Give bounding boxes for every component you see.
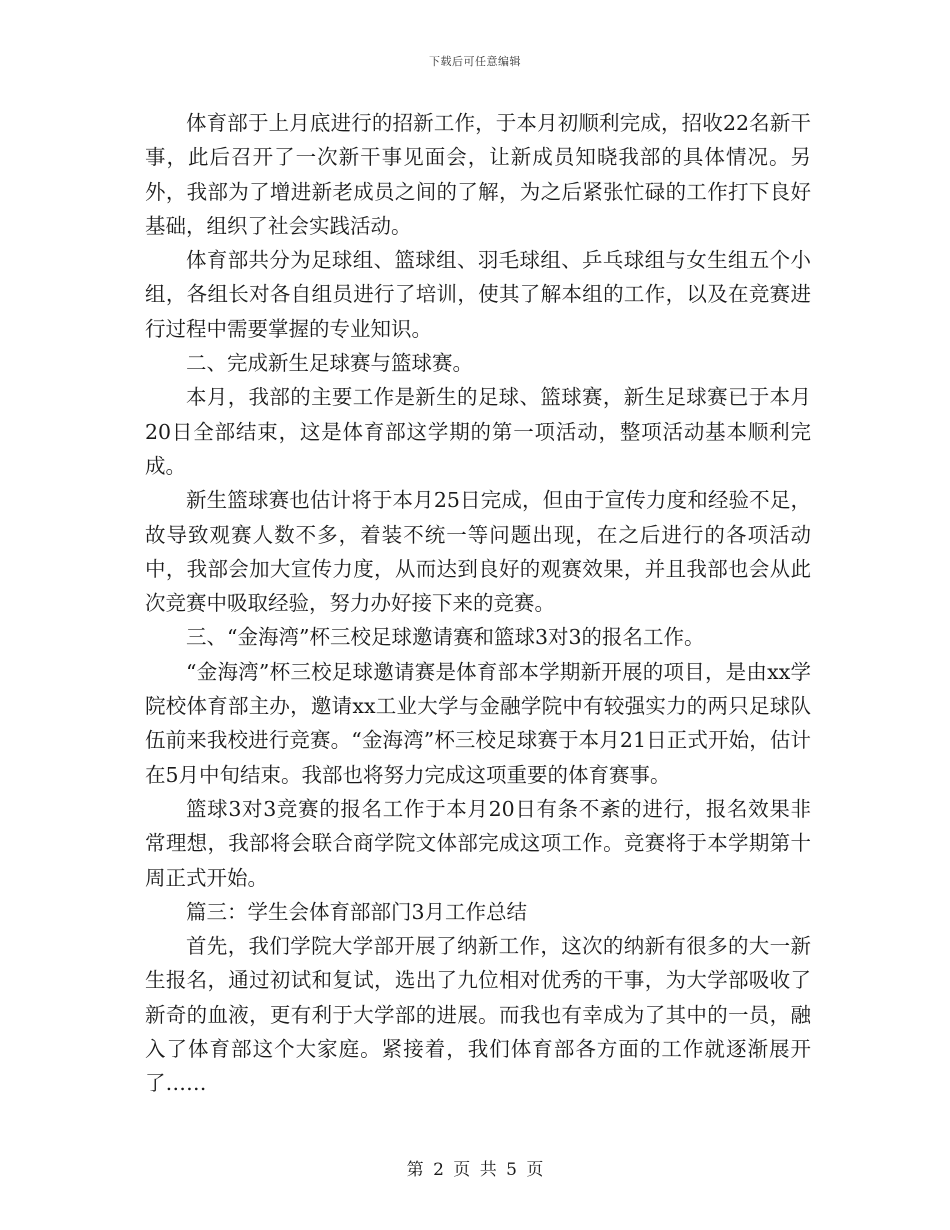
section-heading: 篇三：学生会体育部部门3月工作总结	[186, 899, 528, 924]
section-heading: 三、“金海湾”杯三校足球邀请赛和篮球3对3的报名工作。	[186, 625, 705, 650]
section-heading: 二、完成新生足球赛与篮球赛。	[186, 351, 473, 376]
paragraph: 新生篮球赛也估计将于本月25日完成，但由于宣传力度和经验不足，故导致观赛人数不多，着装不统一等问题出现，在之后进行的各项活动中，我部会加大宣传力度，从而达到良好的观赛效果，并且我部也会从此次竞赛中吸取经验，努力办好接下来的竞赛。	[145, 488, 811, 616]
paragraph: 本月，我部的主要工作是新生的足球、篮球赛，新生足球赛已于本月20日全部结束，这是体育部这学期的第一项活动，整项活动基本顺利完成。	[145, 385, 811, 478]
page-header: 下载后可任意编辑	[429, 55, 521, 68]
paragraph: “金海湾”杯三校足球邀请赛是体育部本学期新开展的项目，是由xx学院校体育部主办，邀请xx工业大学与金融学院中有较强实力的两只足球队伍前来我校进行竞赛。“金海湾”杯三校足球赛于本月21日正式开始，估计在5月中旬结束。我部也将努力完成这项重要的体育赛事。	[145, 659, 811, 787]
paragraph: 首先，我们学院大学部开展了纳新工作，这次的纳新有很多的大一新生报名，通过初试和复试，选出了九位相对优秀的干事，为大学部吸收了新奇的血液，更有利于大学部的进展。而我也有幸成为了其中的一员，融入了体育部这个大家庭。紧接着，我们体育部各方面的工作就逐渐展开了……	[145, 934, 811, 1096]
paragraph: 体育部于上月底进行的招新工作，于本月初顺利完成，招收22名新干事，此后召开了一次新干事见面会，让新成员知晓我部的具体情况。另外，我部为了增进新老成员之间的了解，为之后紧张忙碌的工作打下良好基础，组织了社会实践活动。	[145, 111, 811, 238]
paragraph: 篮球3对3竞赛的报名工作于本月20日有条不紊的进行，报名效果非常理想，我部将会联合商学院文体部完成这项工作。竞赛将于本学期第十周正式开始。	[145, 796, 811, 890]
paragraph: 体育部共分为足球组、篮球组、羽毛球组、乒乓球组与女生组五个小组，各组长对各自组员进行了培训，使其了解本组的工作，以及在竞赛进行过程中需要掌握的专业知识。	[145, 248, 811, 341]
document-body	[145, 106, 811, 1101]
page-number-footer: 第 2 页 共 5 页	[406, 1160, 544, 1180]
